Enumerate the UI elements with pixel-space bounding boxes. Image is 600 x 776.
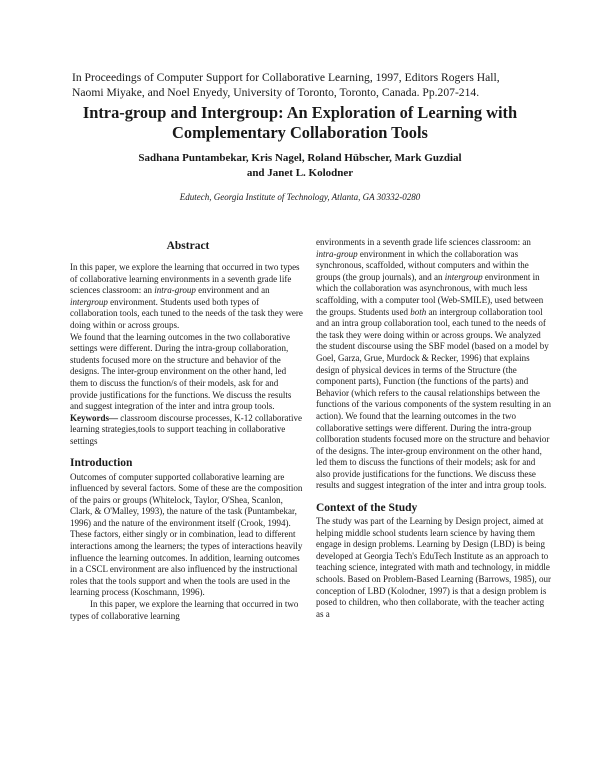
introduction-heading: Introduction — [70, 456, 133, 469]
paper-title — [60, 103, 540, 142]
body-paragraph: In this paper, we explore the learning that occurred in two types of collaborative learning — [70, 599, 299, 621]
body-paragraph: environments in a seventh grade life sciences classroom: an intra-group environment in which the collaboration was synchronous, scaffolded, without computers and within the groups (the group journals), and an intergroup environment in which the collaboration was asynchronous, with much less scaffolding, with a computer tool (Web-SMILE), used between the groups. Students used both an intergroup collaboration tool and an intra group collaboration tool, each tuned to the needs of the task they were doing within or across groups. We analyzed the student discourse using the SBF model (based on a model by Goel, Garza, Grue, Murdock & Recker, 1996) that explains design of physical devices in terms of the Structure (the component parts), Function (the functions of the parts) and Behavior (which refers to the causal relationships between the functions of the various components of the system resulting in an action). We found that the learning outcomes in the two collaborative settings were different. During the intra-group collboration students focused more on the structure and behavior of the designs. The inter-group environment on the other hand, led them to discuss the functions of their models; ask for and also provide justifications for the functions. We discuss these results and suggest integration of the inter and intra group tools. — [316, 237, 551, 491]
author-line: and Janet L. Kolodner — [246, 167, 354, 179]
proceedings-line: In Proceedings of Computer Support for Collaborative Learning, 1997, Editors Rogers Hall, — [72, 71, 500, 84]
context-of-study-heading: Context of the Study — [316, 502, 418, 515]
title-line: Intra-group and Intergroup: An Exploration of Learning with — [82, 103, 518, 122]
affiliation: Edutech, Georgia Institute of Technology, Atlanta, GA 30332-0280 — [179, 192, 421, 202]
keywords: Keywords— classroom discourse processes, K-12 collaborative learning strategies,tools to support teaching in collaborative settings — [70, 412, 302, 446]
abstract-paragraph: We found that the learning outcomes in the two collaborative settings were different. During the intra-group collaboration, students focused more on the structure and behavior of the designs. The inter-group environment on the other hand, led them to discuss the function/s of their models, ask for and provide justifications for the functions. We discuss the results and suggest integration of the inter and intra group tools. — [70, 331, 292, 412]
keywords-label: Keywords— — [70, 412, 118, 423]
body-paragraph: The study was part of the Learning by Design project, aimed at helping middle school students learn science by having them engage in design problems. Learning by Design (LBD) is being developed at Georgia Tech's EduTech Institute as an approach to teaching science, integrated with math and technology, in middle schools. Based on Problem-Based Learning (Barrows, 1985), our conception of LBD (Kolodner, 1997) is that a design problem is posed to children, who then collaborate, with the teacher acting as a — [316, 516, 551, 619]
title-line: Complementary Collaboration Tools — [172, 122, 428, 142]
right-column — [316, 237, 551, 620]
author-list — [60, 151, 540, 181]
proceedings-line: Naomi Miyake, and Noel Enyedy, University of Toronto, Toronto, Canada. Pp.207-214. — [72, 86, 480, 99]
body-paragraph: Outcomes of computer supported collaborative learning are influenced by several factors. Some of these are the composition of the pairs or groups (Whitelock, Taylor, O'Shea, Scanlon, Clark, & O'Malley, 1993), the nature of the task (Puntambekar, 1996) and the nature of the environment itself (Crook, 1994). These factors, either singly or in combination, lead to different interactions among the learners; the types of interactions heavily influence the learning outcomes. In addition, learning outcomes in a CSCL environment are also influenced by the instructional roles that the tools support and when the tools are used in the learning process (Koschmann, 1996). — [70, 471, 303, 598]
proceedings-citation — [72, 70, 542, 100]
abstract-paragraph: In this paper, we explore the learning that occurred in two types of collaborative learning environments in a seventh grade life sciences classroom: an intra-group environment and an intergroup environment. Students used both types of collaboration tools, each tuned to the needs of the task they were doing within or across groups. — [70, 262, 303, 330]
left-column — [70, 239, 306, 622]
author-line: Sadhana Puntambekar, Kris Nagel, Roland Hübscher, Mark Guzdial — [138, 152, 462, 164]
abstract-heading: Abstract — [166, 240, 210, 252]
